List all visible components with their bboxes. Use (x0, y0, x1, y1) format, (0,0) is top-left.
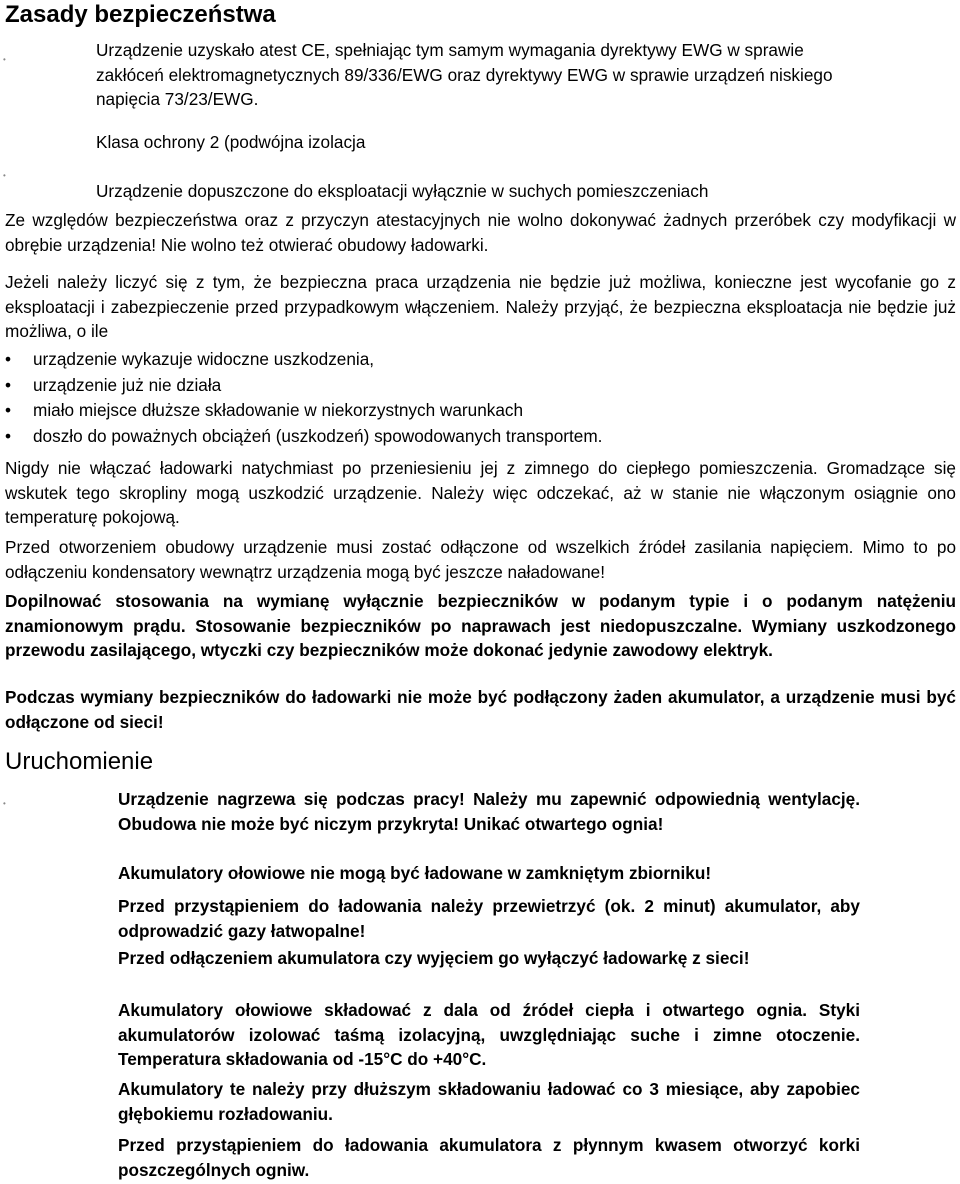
long-storage-warning: Akumulatory te należy przy dłuższym składowaniu ładować co 3 miesiące, aby zapobiec głębokiemu rozładowaniu. (118, 1079, 860, 1124)
air-out-warning: Przed przystąpieniem do ładowania należy przewietrzyć (ok. 2 minut) akumulator, aby odprowadzić gazy łatwopalne! (118, 896, 860, 941)
condensation-paragraph: Nigdy nie włączać ładowarki natychmiast po przeniesieniu jej z zimnego do ciepłego pomieszczenia. Gromadzące się wskutek tego skropliny mogą uszkodzić urządzenie. Należy więc odczekać, aż w stanie nie włączonym osiągnie ono temperaturę pokojową. (5, 458, 956, 527)
safety-heading: Zasady bezpieczeństwa (5, 1, 276, 28)
dry-rooms-paragraph: Urządzenie dopuszczone do eksploatacji wyłącznie w suchych pomieszczeniach (96, 181, 709, 201)
bullet-icon: • (5, 374, 12, 395)
acid-battery-warning: Przed przystąpieniem do ładowania akumulatora z płynnym kwasem otworzyć korki poszczególnych ogniw. (118, 1135, 860, 1180)
margin-mark: • (3, 55, 6, 64)
disconnect-warning: Przed odłączeniem akumulatora czy wyjęciem go wyłączyć ładowarkę z sieci! (118, 948, 750, 968)
storage-warning: Akumulatory ołowiowe składować z dala od źródeł ciepła i otwartego ognia. Styki akumulatorów izolować taśmą izolacyjną, uwzględniając suche i zimne otoczenie. Temperatura składowania od -15°C do +40°C. (118, 1000, 860, 1069)
list-item: • miało miejsce dłuższe składowanie w niekorzystnych warunkach (5, 398, 602, 424)
ce-certificate-paragraph: Urządzenie uzyskało atest CE, spełniając tym samym wymagania dyrektywy EWG w sprawie zakłóceń elektromagnetycznych 89/336/EWG oraz dyrektywy EWG w sprawie urządzeń niskiego napięcia 73/23/EWG. (96, 40, 833, 109)
bullet-icon: • (5, 349, 12, 369)
fuse-replacement-paragraph: Podczas wymiany bezpieczników do ładowarki nie może być podłączony żaden akumulator, a urządzenie musi być odłączone od sieci! (5, 687, 956, 732)
open-housing-paragraph: Przed otworzeniem obudowy urządzenie musi zostać odłączone od wszelkich źródeł zasilania napięciem. Mimo to po odłączeniu kondensatory wewnątrz urządzenia mogą być jeszcze naładowane! (5, 537, 956, 582)
fuses-paragraph: Dopilnować stosowania na wymianę wyłącznie bezpieczników w podanym typie i o podanym natężeniu znamionowym prądu. Stosowanie bezpieczników po naprawach jest niedopuszczalne. Wymiany uszkodzonego przewodu zasilającego, wtyczki czy bezpieczników może dokonać jedynie zawodowy elektryk. (5, 591, 956, 660)
protection-class-paragraph: Klasa ochrony 2 (podwójna izolacja (96, 132, 366, 152)
no-modifications-paragraph: Ze względów bezpieczeństwa oraz z przyczyn atestacyjnych nie wolno dokonywać żadnych przeróbek czy modyfikacji w obrębie urządzenia! Nie wolno też otwierać obudowy ładowarki. (5, 210, 956, 255)
closed-container-warning: Akumulatory ołowiowe nie mogą być ładowane w zamkniętym zbiorniku! (118, 863, 712, 883)
startup-heading: Uruchomienie (5, 748, 154, 775)
damage-conditions-list (5, 347, 602, 449)
bullet-icon: • (5, 425, 12, 446)
margin-mark: • (3, 171, 6, 180)
list-item: • urządzenie już nie działa (5, 373, 602, 399)
margin-mark: • (3, 799, 6, 808)
ventilation-warning: Urządzenie nagrzewa się podczas pracy! Należy mu zapewnić odpowiednią wentylację. Obudowa nie może być niczym przykryta! Unikać otwartego ognia! (118, 789, 860, 834)
safe-operation-paragraph: Jeżeli należy liczyć się z tym, że bezpieczna praca urządzenia nie będzie już możliwa, konieczne jest wycofanie go z eksploatacji i zabezpieczenie przed przypadkowym włączeniem. Należy przyjąć, że bezpieczna eksploatacja nie będzie już możliwa, o ile (5, 272, 956, 341)
list-item: • urządzenie wykazuje widoczne uszkodzenia, (5, 347, 602, 373)
list-item: • doszło do poważnych obciążeń (uszkodzeń) spowodowanych transportem. (5, 424, 602, 450)
bullet-icon: • (5, 400, 12, 420)
